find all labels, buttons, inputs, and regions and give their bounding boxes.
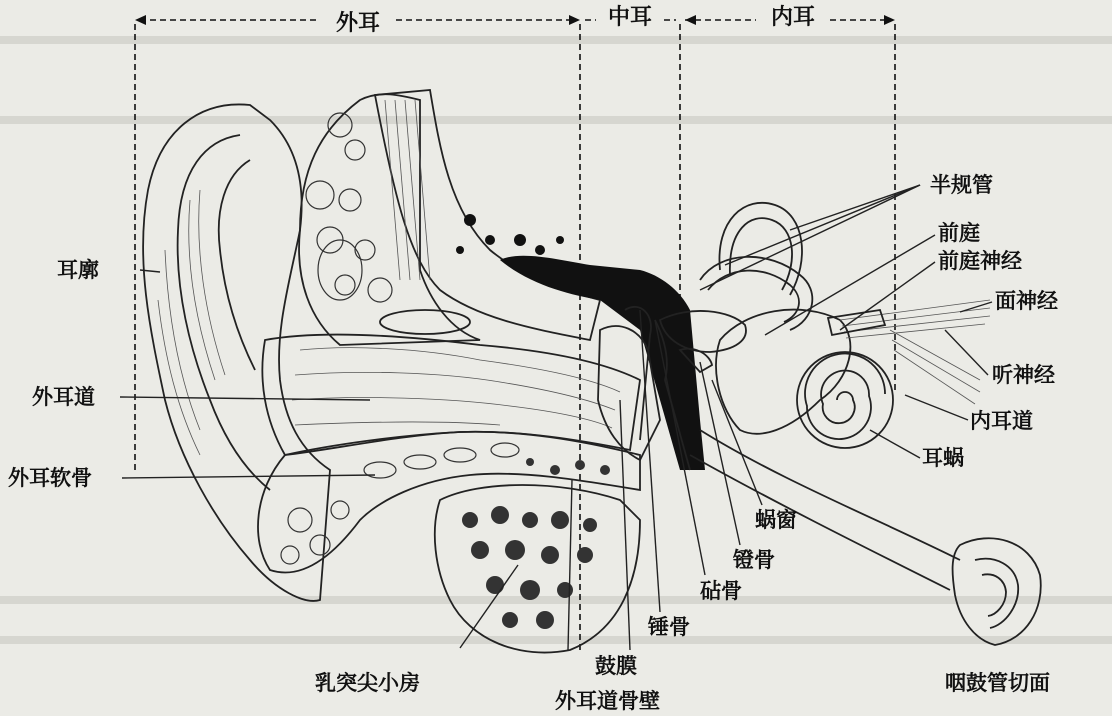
label-external-canal: 外耳道 xyxy=(32,384,95,409)
section-inner-ear: 内耳 xyxy=(770,4,816,30)
label-internal-canal: 内耳道 xyxy=(970,408,1033,433)
label-ear-cartilage: 外耳软骨 xyxy=(8,465,92,490)
label-mastoid-cells: 乳突尖小房 xyxy=(315,670,420,695)
section-outer-ear: 外耳 xyxy=(335,10,381,36)
leader-lines xyxy=(120,185,992,650)
auricle-drawing xyxy=(143,104,330,600)
label-malleus: 锤骨 xyxy=(648,614,690,639)
section-middle-ear: 中耳 xyxy=(607,4,653,30)
label-stapes: 镫骨 xyxy=(733,547,775,572)
label-vestibule: 前庭 xyxy=(938,220,980,245)
lower-bone-drawing xyxy=(258,432,640,653)
label-auricle: 耳廓 xyxy=(57,257,99,282)
label-semicircular-canals: 半规管 xyxy=(930,172,993,197)
label-vestibular-nerve: 前庭神经 xyxy=(938,248,1022,273)
label-cochlear-nerve: 听神经 xyxy=(992,362,1055,387)
label-cochlea: 耳蜗 xyxy=(922,445,964,470)
ear-canal-drawing xyxy=(262,335,640,455)
temporal-bone-upper xyxy=(299,90,705,470)
label-eustachian-section: 咽鼓管切面 xyxy=(945,670,1050,695)
label-incus: 砧骨 xyxy=(700,578,742,603)
label-eardrum: 鼓膜 xyxy=(595,653,637,678)
label-round-window: 蜗窗 xyxy=(755,507,797,532)
label-facial-nerve: 面神经 xyxy=(995,288,1058,313)
label-canal-bony-wall: 外耳道骨壁 xyxy=(555,688,660,713)
